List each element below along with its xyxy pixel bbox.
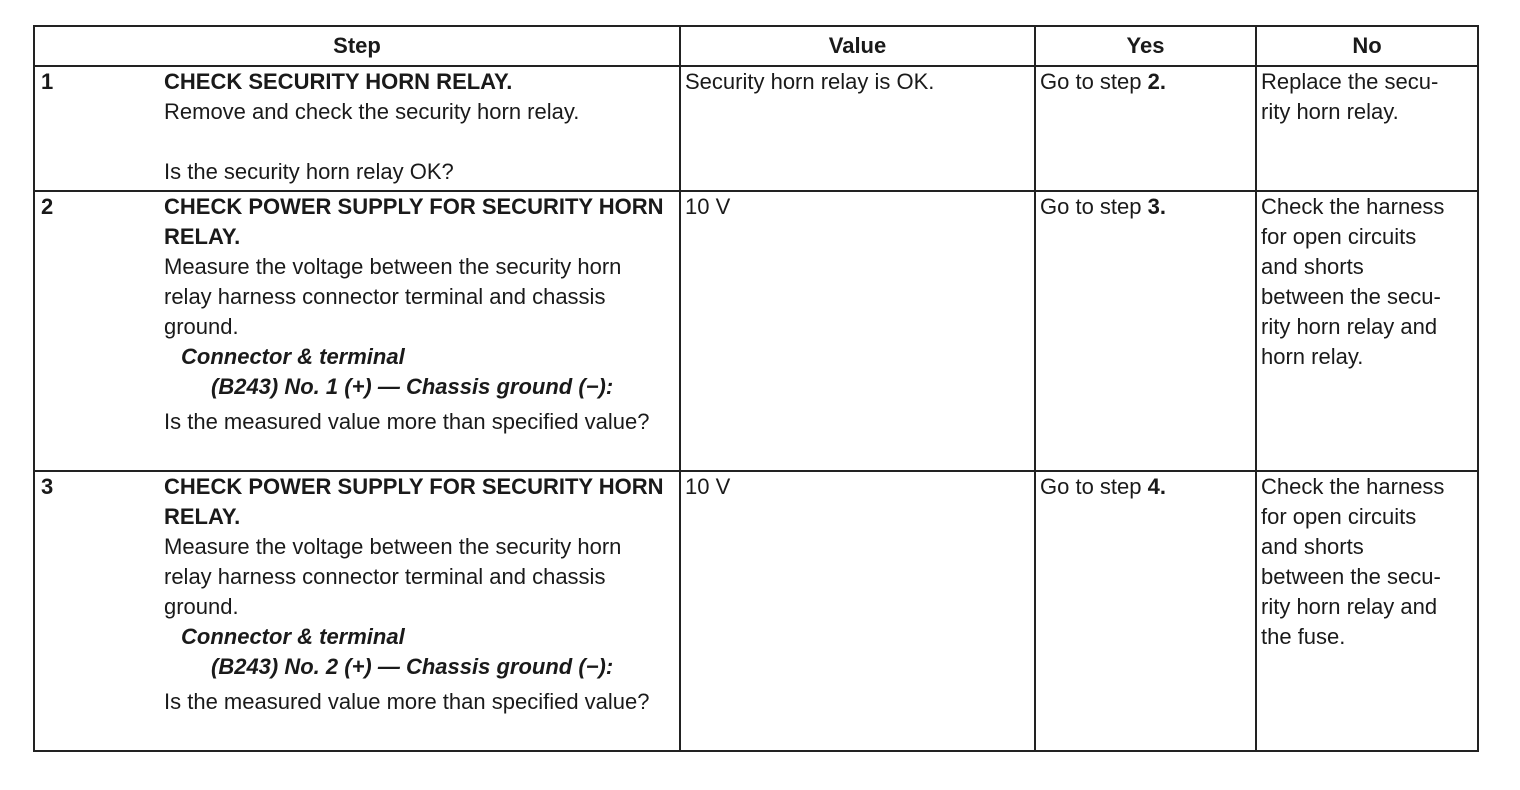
step-cell [34, 66, 680, 191]
table-row [34, 191, 1478, 471]
header-value: Value [680, 26, 1035, 66]
yes-text: Go to step [1040, 69, 1148, 94]
step-title: CHECK SECURITY HORN RELAY. [164, 69, 513, 94]
step-cell [34, 191, 680, 471]
connector-label: Connector & terminal [181, 344, 405, 369]
header-step: Step [34, 26, 680, 66]
yes-cell [1035, 191, 1256, 471]
header-yes: Yes [1035, 26, 1256, 66]
header-no: No [1256, 26, 1478, 66]
no-cell: Check the harness for open circuits and shorts between the secu- rity horn relay and the fuse. [1256, 471, 1478, 751]
step-number: 2 [41, 194, 54, 219]
step-instruction: Measure the voltage between the security horn relay harness connector terminal and chassis ground. [164, 534, 622, 619]
step-cell [34, 471, 680, 751]
yes-step-link: 4. [1147, 474, 1166, 499]
step-question: Is the measured value more than specified value? [164, 689, 650, 714]
connector-label: Connector & terminal [181, 624, 405, 649]
value-cell: Security horn relay is OK. [680, 66, 1035, 191]
no-cell: Check the harness for open circuits and shorts between the secu- rity horn relay and horn relay. [1256, 191, 1478, 471]
step-title: CHECK POWER SUPPLY FOR SECURITY HORN RELAY. [164, 194, 664, 249]
yes-cell [1035, 471, 1256, 751]
value-cell: 10 V [680, 471, 1035, 751]
step-question: Is the security horn relay OK? [164, 159, 454, 184]
yes-text: Go to step [1040, 474, 1148, 499]
connector-value: (B243) No. 2 (+) — Chassis ground (−): [211, 654, 614, 679]
step-title: CHECK POWER SUPPLY FOR SECURITY HORN RELAY. [164, 474, 664, 529]
connector-value: (B243) No. 1 (+) — Chassis ground (−): [211, 374, 614, 399]
header-row [34, 26, 1478, 66]
step-number: 1 [41, 69, 54, 94]
yes-text: Go to step [1040, 194, 1148, 219]
step-number: 3 [41, 474, 54, 499]
yes-step-link: 2. [1147, 69, 1166, 94]
yes-step-link: 3. [1147, 194, 1166, 219]
table-row [34, 471, 1478, 751]
value-cell: 10 V [680, 191, 1035, 471]
step-instruction: Measure the voltage between the security horn relay harness connector terminal and chassis ground. [164, 254, 622, 339]
yes-cell [1035, 66, 1256, 191]
step-question: Is the measured value more than specified value? [164, 409, 650, 434]
no-cell: Replace the secu- rity horn relay. [1256, 66, 1478, 191]
diagnostic-table [33, 25, 1479, 752]
step-instruction: Remove and check the security horn relay. [164, 99, 580, 124]
table-row [34, 66, 1478, 191]
